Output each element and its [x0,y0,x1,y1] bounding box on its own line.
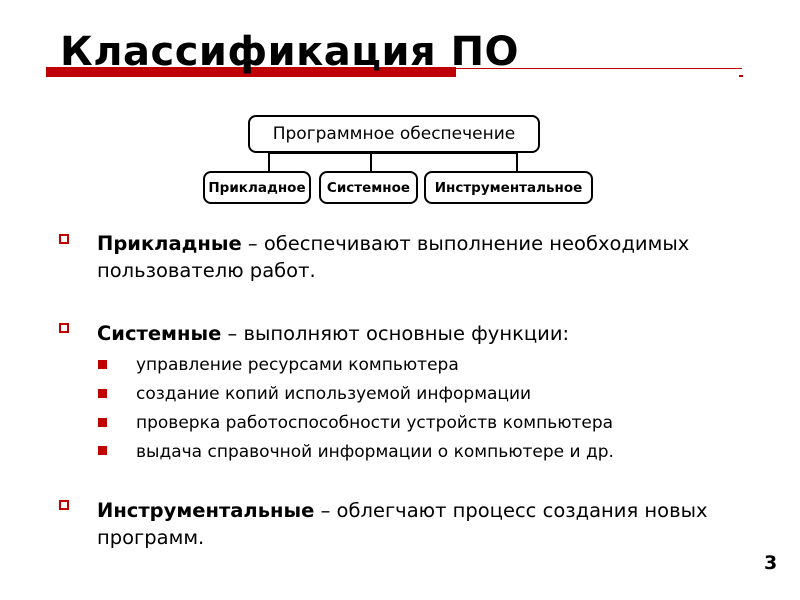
filled-square-bullet-icon [98,418,107,427]
slide-title: Классификация ПО [60,29,520,75]
filled-square-bullet-icon [98,446,107,455]
page-number: 3 [764,552,778,574]
divider-dot [739,75,743,77]
diagram-node-system: Системное [319,171,418,204]
bullet-tools [97,497,757,551]
bullet-applied [97,230,757,284]
filled-square-bullet-icon [98,389,107,398]
hollow-square-bullet-icon [59,323,69,333]
bullet-term: Инструментальные [97,499,315,522]
sub-bullet-item: управление ресурсами компьютера [136,355,459,375]
diagram-connector-tools [516,152,518,172]
sub-bullet-item: создание копий используемой информации [136,384,532,404]
diagram-node-tools: Инструментальное [424,171,593,204]
sub-bullet-item: выдача справочной информации о компьютере и др. [136,442,614,462]
diagram-node-applied: Прикладное [203,171,311,204]
hollow-square-bullet-icon [59,234,69,244]
bullet-text: – облегчают процесс создания новых программ. [97,499,708,549]
bullet-text: – обеспечивают выполнение необходимых пользователю работ. [97,232,690,282]
filled-square-bullet-icon [98,360,107,369]
diagram-connector-system [370,152,372,172]
bullet-term: Прикладные [97,232,242,255]
bullet-text: – выполняют основные функции: [221,322,570,345]
sub-bullet-item: проверка работоспособности устройств компьютера [136,413,614,433]
bullet-system [97,320,757,347]
diagram-connector-applied [268,152,270,172]
bullet-term: Системные [97,322,222,345]
diagram-node-root: Программное обеспечение [248,115,540,153]
hollow-square-bullet-icon [59,500,69,510]
